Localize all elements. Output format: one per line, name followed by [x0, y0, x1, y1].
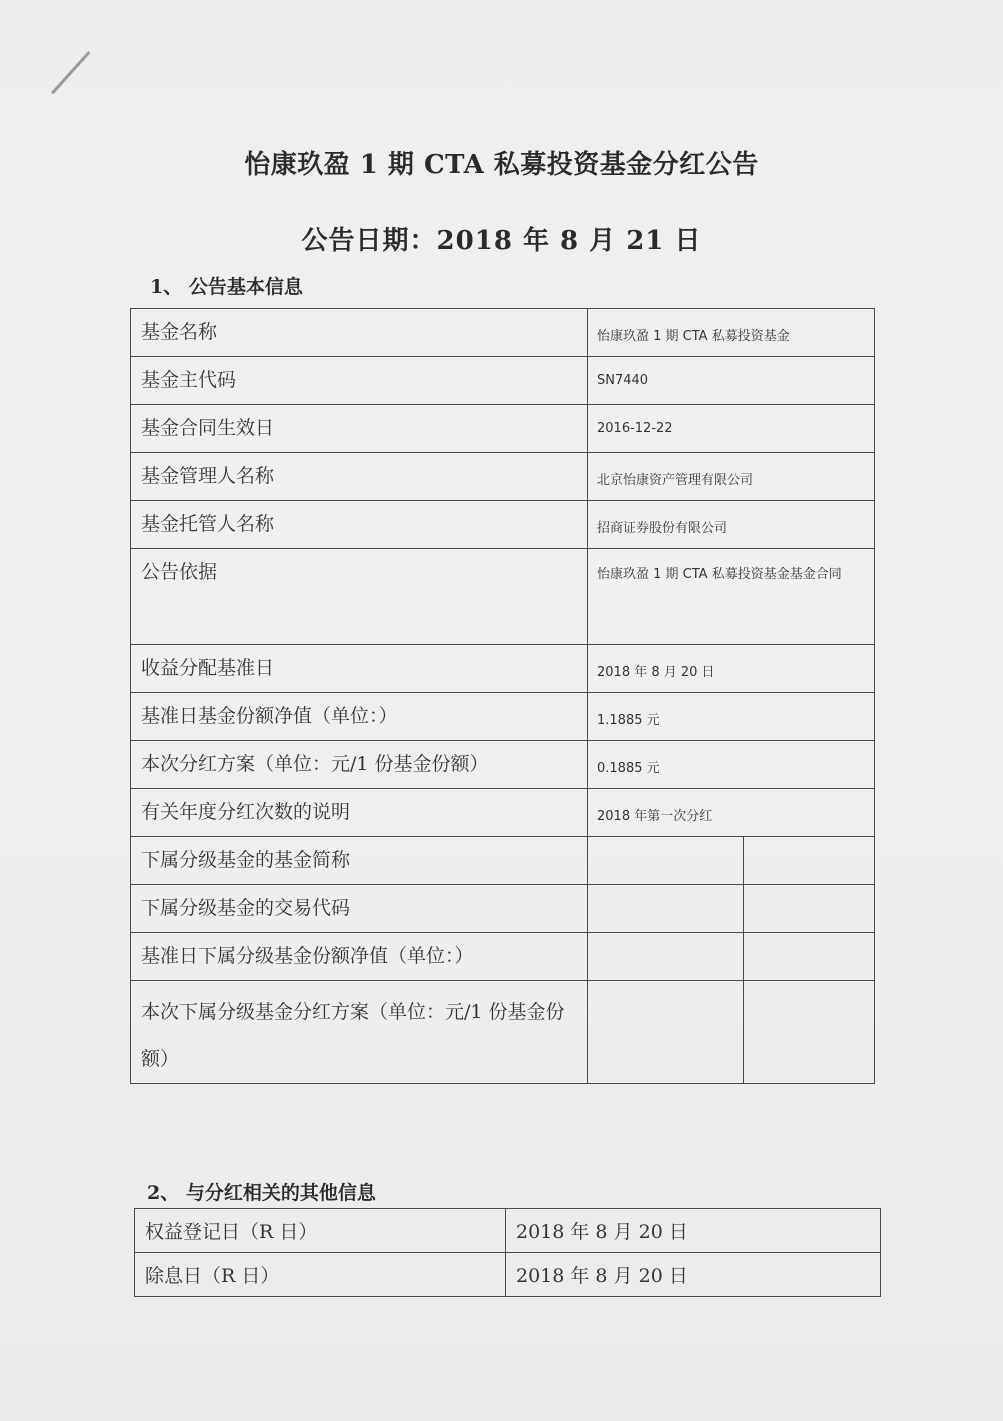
basic-info-table: [130, 308, 875, 1084]
empty-cell: [588, 837, 744, 885]
section1-heading: 1、 公告基本信息: [150, 276, 303, 298]
row-value: SN7440: [588, 357, 875, 405]
row-value: 0.1885 元: [588, 741, 875, 789]
table-row: [131, 357, 875, 405]
table-row: [131, 789, 875, 837]
table-row: [131, 645, 875, 693]
table-row: [131, 981, 875, 1084]
table-row: [131, 837, 875, 885]
row-value: 2018 年 8 月 20 日: [506, 1209, 881, 1253]
table-row: [131, 933, 875, 981]
row-label: 权益登记日（R 日）: [135, 1209, 506, 1253]
row-label: 下属分级基金的交易代码: [131, 885, 588, 933]
row-value: 1.1885 元: [588, 693, 875, 741]
empty-cell: [588, 981, 744, 1084]
row-label: 收益分配基准日: [131, 645, 588, 693]
empty-cell: [744, 885, 875, 933]
row-label: 公告依据: [131, 549, 588, 645]
row-label: 基准日基金份额净值（单位：）: [131, 693, 588, 741]
table-row: [131, 741, 875, 789]
row-label: 基金合同生效日: [131, 405, 588, 453]
table-row: [135, 1253, 881, 1297]
table-row: [131, 309, 875, 357]
table-row: [131, 453, 875, 501]
row-label: 基金名称: [131, 309, 588, 357]
row-label: 有关年度分红次数的说明: [131, 789, 588, 837]
row-value: 北京怡康资产管理有限公司: [588, 453, 875, 501]
empty-cell: [588, 933, 744, 981]
row-value: 2018 年 8 月 20 日: [588, 645, 875, 693]
table-row: [131, 693, 875, 741]
row-label: 基金管理人名称: [131, 453, 588, 501]
row-label: 基准日下属分级基金份额净值（单位：）: [131, 933, 588, 981]
row-value: 怡康玖盈 1 期 CTA 私募投资基金基金合同: [588, 549, 875, 645]
table-row: [131, 549, 875, 645]
row-label: 基金托管人名称: [131, 501, 588, 549]
row-label: 下属分级基金的基金简称: [131, 837, 588, 885]
row-label: 本次分红方案（单位：元/1 份基金份额）: [131, 741, 588, 789]
empty-cell: [744, 837, 875, 885]
table-row: [131, 885, 875, 933]
empty-cell: [744, 981, 875, 1084]
row-label: 除息日（R 日）: [135, 1253, 506, 1297]
row-value: 2016-12-22: [588, 405, 875, 453]
announcement-date: 公告日期：2018 年 8 月 21 日: [301, 226, 702, 256]
row-value: 2018 年 8 月 20 日: [506, 1253, 881, 1297]
row-label: 基金主代码: [131, 357, 588, 405]
table-row: [131, 501, 875, 549]
row-label: 本次下属分级基金分红方案（单位：元/1 份基金份额）: [131, 981, 588, 1084]
row-value: 2018 年第一次分红: [588, 789, 875, 837]
other-info-table: [134, 1208, 881, 1297]
document-title: 怡康玖盈 1 期 CTA 私募投资基金分红公告: [244, 150, 759, 180]
section2-heading: 2、 与分红相关的其他信息: [147, 1182, 376, 1204]
table-row: [131, 405, 875, 453]
table-row: [135, 1209, 881, 1253]
empty-cell: [588, 885, 744, 933]
empty-cell: [744, 933, 875, 981]
row-value: 怡康玖盈 1 期 CTA 私募投资基金: [588, 309, 875, 357]
row-value: 招商证券股份有限公司: [588, 501, 875, 549]
